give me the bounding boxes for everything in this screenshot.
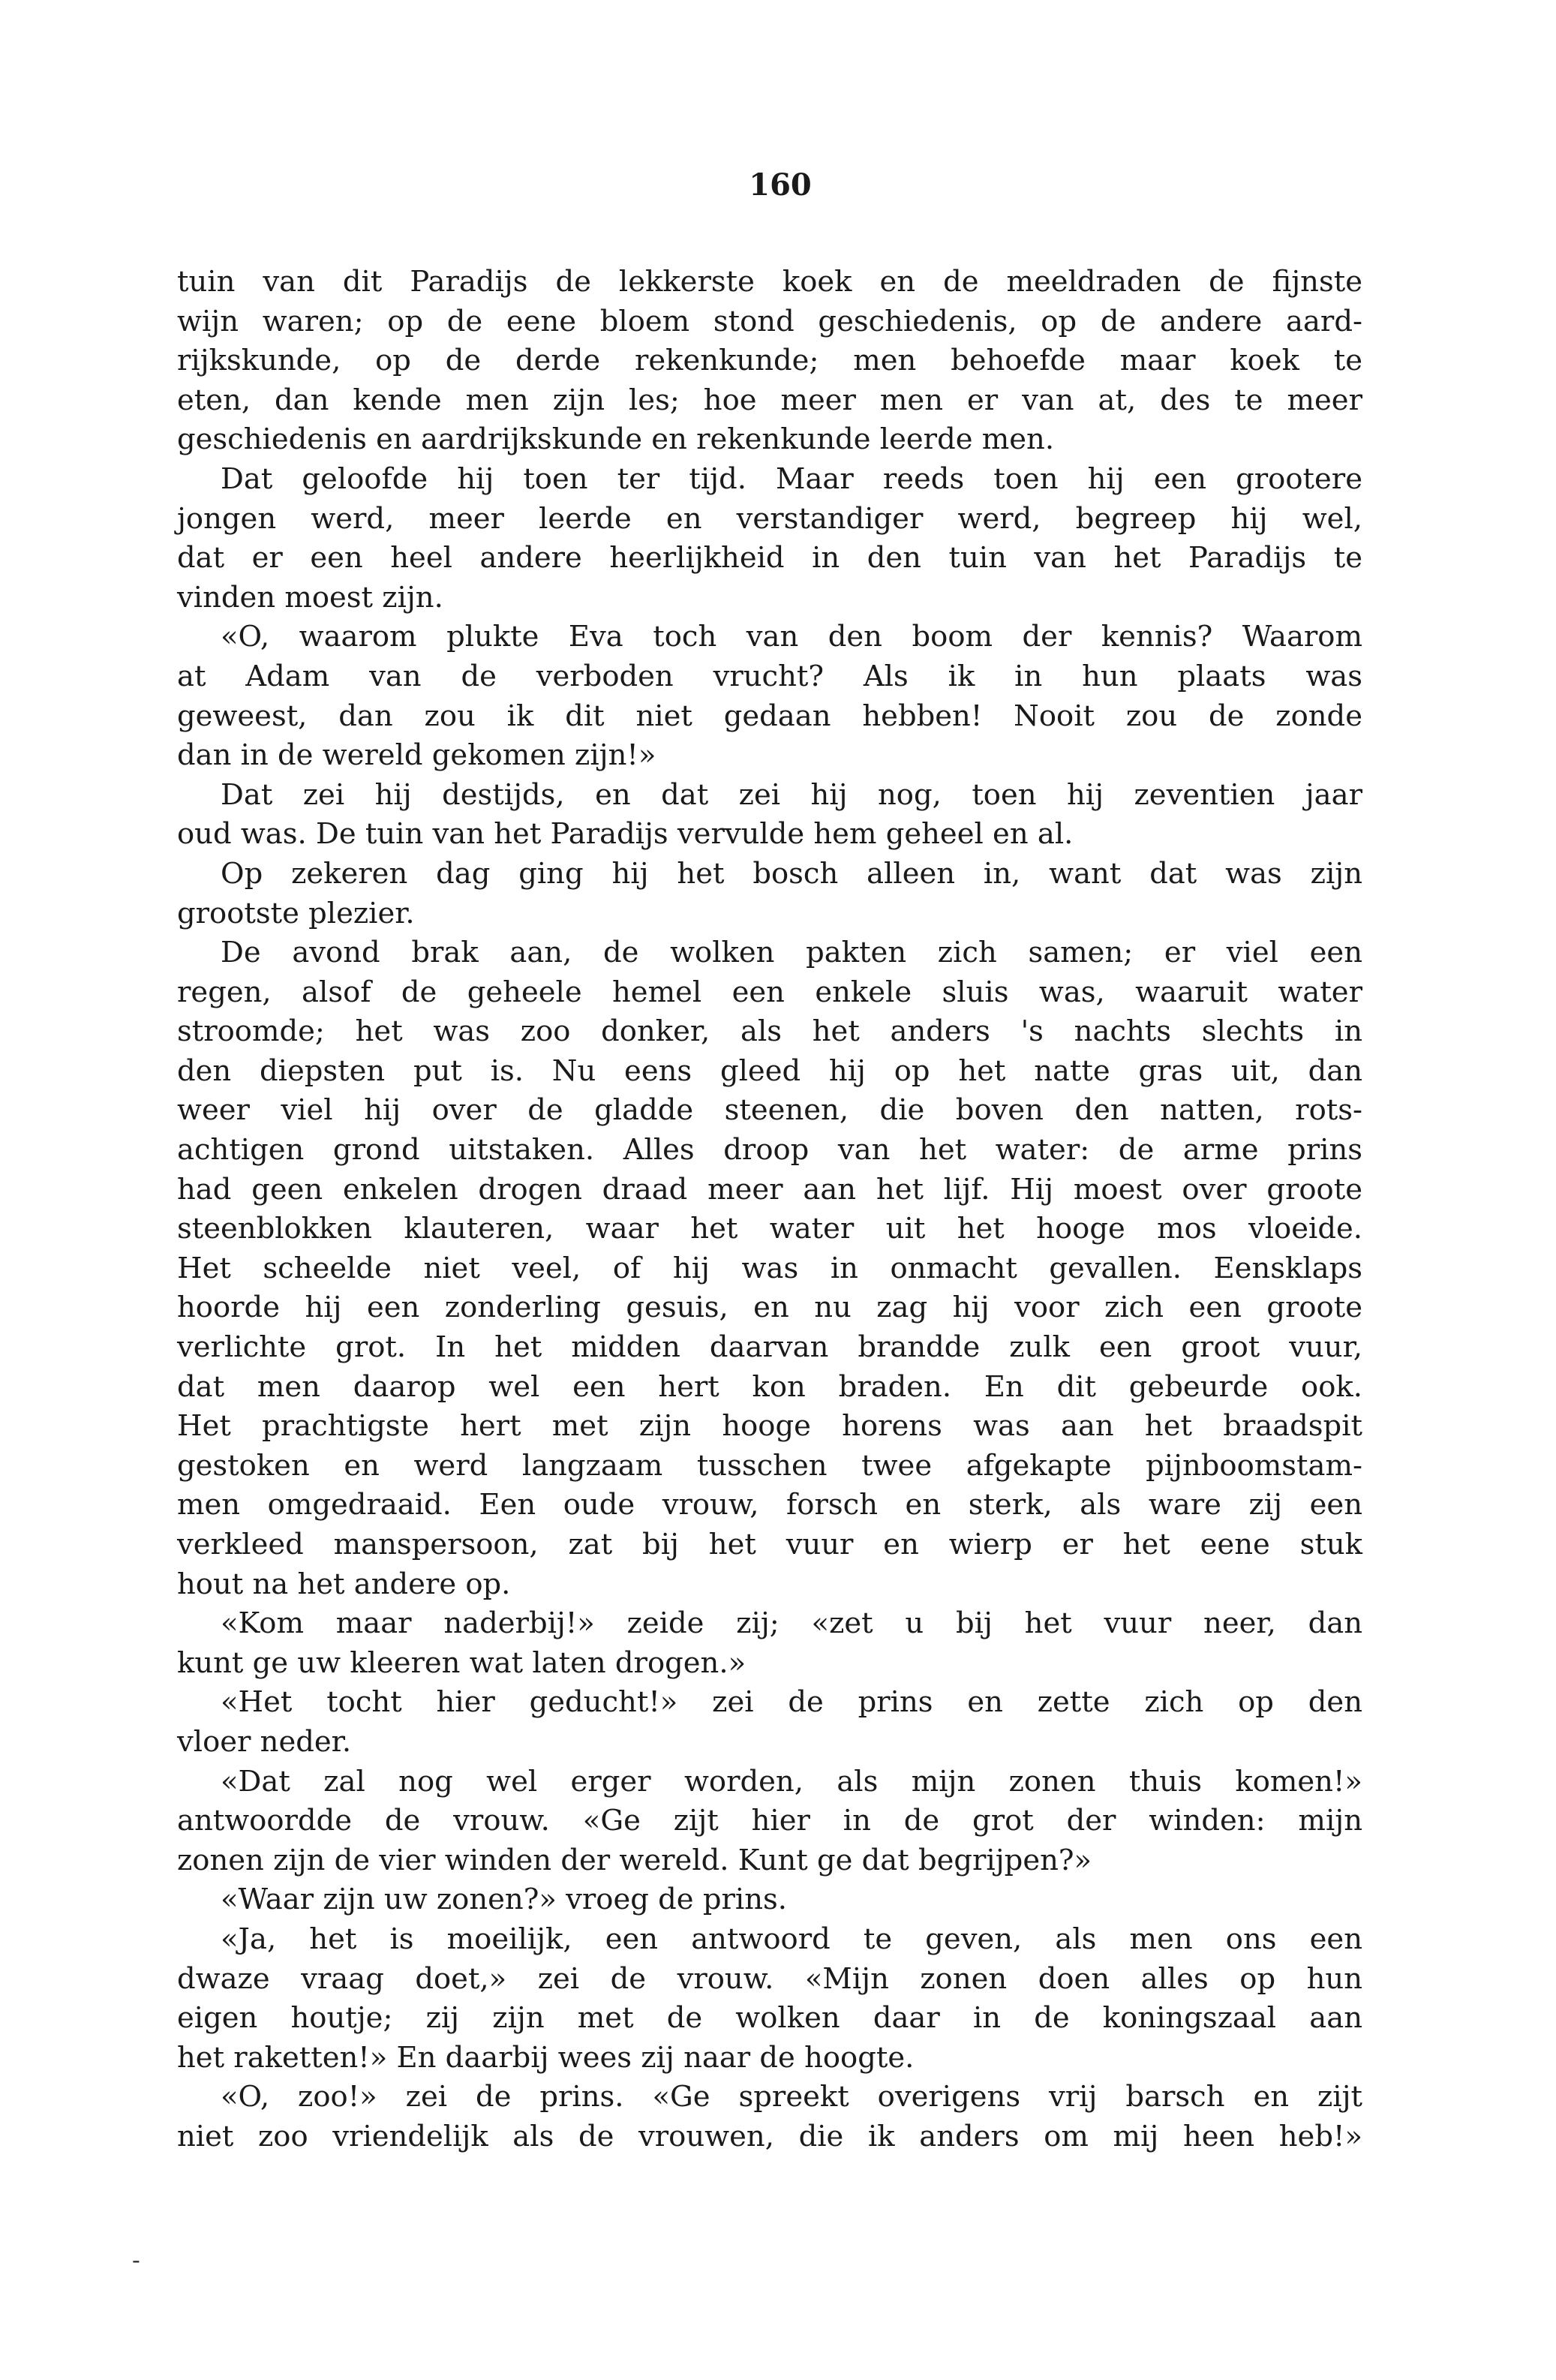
text-line: stroomde; het was zoo donker, als het anders 's nachts slechts in — [177, 1014, 1362, 1049]
text-line: Dat geloofde hij toen ter tijd. Maar reeds toen hij een grootere — [221, 461, 1362, 496]
text-line: «Het tocht hier geducht!» zei de prins en zette zich op den — [221, 1685, 1362, 1720]
text-line: «Ja, het is moeilijk, een antwoord te geven, als men ons een — [221, 1922, 1362, 1956]
text-line: dan in de wereld gekomen zijn!» — [177, 738, 656, 773]
text-line: het raketten!» En daarbij wees zij naar de hoogte. — [177, 2040, 915, 2075]
text-line: tuin van dit Paradijs de lekkerste koek en de meeldraden de fijnste — [177, 265, 1362, 299]
text-line: zonen zijn de vier winden der wereld. Kunt ge dat begrijpen?» — [177, 1843, 1092, 1877]
text-line: gestoken en werd langzaam tusschen twee afgekapte pijnboomstam- — [177, 1448, 1362, 1483]
text-line: eigen houtje; zij zijn met de wolken daar in de koningszaal aan — [177, 2001, 1362, 2036]
text-line: den diepsten put is. Nu eens gleed hij op het natte gras uit, dan — [177, 1053, 1362, 1088]
text-line: jongen werd, meer leerde en verstandiger werd, begreep hij wel, — [177, 501, 1362, 536]
body-text — [177, 263, 1362, 2157]
text-line: had geen enkelen drogen draad meer aan het lijf. Hij moest over groote — [177, 1172, 1362, 1207]
text-line: Op zekeren dag ging hij het bosch alleen in, want dat was zijn — [221, 856, 1362, 891]
text-line: «O, zoo!» zei de prins. «Ge spreekt overigens vrij barsch en zijt — [221, 2080, 1362, 2114]
text-line: Het prachtigste hert met zijn hooge horens was aan het braadspit — [177, 1409, 1362, 1444]
text-line: dwaze vraag doet,» zei de vrouw. «Mijn zonen doen alles op hun — [177, 1961, 1362, 1996]
text-line: Het scheelde niet veel, of hij was in onmacht gevallen. Eensklaps — [177, 1251, 1362, 1285]
text-line: weer viel hij over de gladde steenen, die boven den natten, rots- — [177, 1093, 1362, 1128]
text-line: hout na het andere op. — [177, 1567, 511, 1601]
page-number: 160 — [749, 167, 812, 203]
text-line: vinden moest zijn. — [177, 580, 443, 615]
text-line: Dat zei hij destijds, en dat zei hij nog, toen hij zeventien jaar — [221, 777, 1362, 812]
text-line: vloer neder. — [177, 1724, 352, 1759]
text-line: wijn waren; op de eene bloem stond geschiedenis, op de andere aard- — [177, 304, 1362, 338]
text-line: kunt ge uw kleeren wat laten drogen.» — [177, 1645, 746, 1680]
margin-mark: - — [132, 2246, 140, 2274]
text-line: «Kom maar naderbij!» zeide zij; «zet u bij het vuur neer, dan — [221, 1606, 1362, 1641]
text-line: verlichte grot. In het midden daarvan brandde zulk een groot vuur, — [177, 1330, 1362, 1365]
text-line: «Waar zijn uw zonen?» vroeg de prins. — [221, 1883, 787, 1917]
text-line: dat er een heel andere heerlijkheid in den tuin van het Paradijs te — [177, 541, 1362, 575]
text-line: men omgedraaid. Een oude vrouw, forsch en sterk, als ware zij een — [177, 1488, 1362, 1522]
text-line: rijkskunde, op de derde rekenkunde; men behoefde maar koek te — [177, 344, 1362, 378]
text-line: achtigen grond uitstaken. Alles droop van het water: de arme prins — [177, 1133, 1362, 1167]
text-line: De avond brak aan, de wolken pakten zich samen; er viel een — [221, 936, 1362, 970]
text-line: antwoordde de vrouw. «Ge zijt hier in de grot der winden: mijn — [177, 1804, 1362, 1838]
text-line: geweest, dan zou ik dit niet gedaan hebben! Nooit zou de zonde — [177, 699, 1362, 733]
text-line: niet zoo vriendelijk als de vrouwen, die ik anders om mij heen heb!» — [177, 2119, 1362, 2153]
text-line: «Dat zal nog wel erger worden, als mijn zonen thuis komen!» — [221, 1764, 1362, 1799]
text-line: steenblokken klauteren, waar het water uit het hooge mos vloeide. — [177, 1212, 1362, 1246]
text-line: oud was. De tuin van het Paradijs vervulde hem geheel en al. — [177, 817, 1074, 852]
text-line: verkleed manspersoon, zat bij het vuur en wierp er het eene stuk — [177, 1528, 1362, 1561]
text-line: grootste plezier. — [177, 896, 415, 930]
text-line: hoorde hij een zonderling gesuis, en nu zag hij voor zich een groote — [177, 1291, 1362, 1325]
text-line: geschiedenis en aardrijkskunde en rekenkunde leerde men. — [177, 422, 1055, 457]
text-line: dat men daarop wel een hert kon braden. En dit gebeurde ook. — [177, 1369, 1362, 1404]
text-line: at Adam van de verboden vrucht? Als ik in hun plaats was — [177, 659, 1362, 693]
text-line: «O, waarom plukte Eva toch van den boom der kennis? Waarom — [221, 620, 1362, 654]
text-line: regen, alsof de geheele hemel een enkele sluis was, waaruit water — [177, 975, 1362, 1009]
text-line: eten, dan kende men zijn les; hoe meer men er van at, des te meer — [177, 383, 1362, 417]
